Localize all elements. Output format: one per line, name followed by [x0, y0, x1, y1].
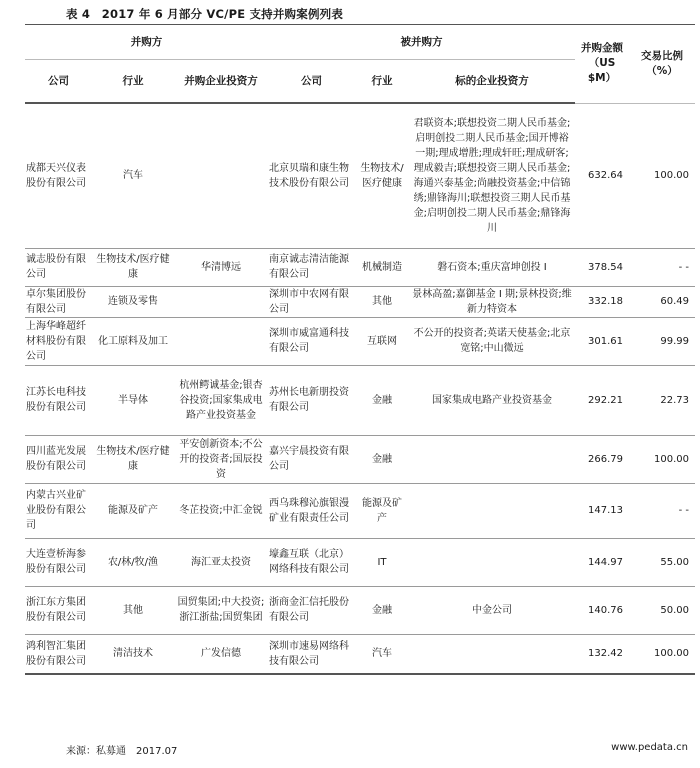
table-row — [25, 435, 695, 483]
header-tgt-investor: 标的企业投资方 — [409, 60, 575, 104]
cell-tgt-investor: 国家集成电路产业投资基金 — [409, 365, 575, 435]
cell-acq-investor — [174, 286, 268, 317]
header-acq-company: 公司 — [25, 60, 92, 104]
cell-tgt-investor: 君联资本;联想投资二期人民币基金;启明创投二期人民币基金;国开博裕一期;理成增胜;理成轩旺;理成研客;理成毅吉;联想投资三期人民币基金;海通兴泰基金;尚融投资基金;中信锦绣;鼎锋海川;联想投资三期人民币基金;启明创投二期人民币基金;鼎锋海川 — [409, 103, 575, 248]
cell-acq-investor: 国贸集团;中大投资;浙江浙盐;国贸集团 — [174, 586, 268, 634]
cell-acq-investor: 平安创新资本;不公开的投资者;国辰投资 — [174, 435, 268, 483]
cell-acq-investor: 杭州鳄诚基金;银杏谷投资;国家集成电路产业投资基金 — [174, 365, 268, 435]
table-row — [25, 538, 695, 586]
header-tgt-company: 公司 — [268, 60, 355, 104]
cell-tgt-investor — [409, 634, 575, 674]
cell-ratio: 22.73 — [629, 365, 695, 435]
table-row — [25, 634, 695, 674]
cell-tgt-industry: 其他 — [355, 286, 409, 317]
cell-amount: 301.61 — [575, 317, 629, 365]
cell-ratio: - - — [629, 248, 695, 286]
cell-amount: 266.79 — [575, 435, 629, 483]
cell-acq-company: 鸿利智汇集团股份有限公司 — [25, 634, 92, 674]
cell-tgt-company: 嘉兴宇晨投资有限公司 — [268, 435, 355, 483]
header-row-group — [25, 25, 695, 60]
cell-acq-company: 四川蓝光发展股份有限公司 — [25, 435, 92, 483]
cell-ratio: 100.00 — [629, 435, 695, 483]
cell-tgt-industry: 机械制造 — [355, 248, 409, 286]
cell-acq-company: 上海华峰超纤材料股份有限公司 — [25, 317, 92, 365]
cell-amount: 144.97 — [575, 538, 629, 586]
table-row — [25, 586, 695, 634]
cell-tgt-investor: 不公开的投资者;英诺天使基金;北京宽铭;中山微远 — [409, 317, 575, 365]
cell-acq-industry: 连锁及零售 — [92, 286, 174, 317]
cell-acq-investor — [174, 103, 268, 248]
cell-acq-investor: 冬芷投资;中汇金锐 — [174, 483, 268, 538]
cell-acq-industry: 农/林/牧/渔 — [92, 538, 174, 586]
website-link[interactable]: www.pedata.cn — [611, 742, 688, 753]
header-target: 被并购方 — [268, 25, 575, 60]
cell-amount: 378.54 — [575, 248, 629, 286]
cell-amount: 132.42 — [575, 634, 629, 674]
cell-amount: 147.13 — [575, 483, 629, 538]
cell-tgt-company: 深圳市威富通科技有限公司 — [268, 317, 355, 365]
cell-acq-company: 浙江东方集团股份有限公司 — [25, 586, 92, 634]
cell-tgt-industry: 金融 — [355, 365, 409, 435]
cell-tgt-industry: 金融 — [355, 586, 409, 634]
table-row — [25, 317, 695, 365]
cell-tgt-industry: 互联网 — [355, 317, 409, 365]
header-acq-industry: 行业 — [92, 60, 174, 104]
cell-acq-company: 诚志股份有限公司 — [25, 248, 92, 286]
cell-ratio: 55.00 — [629, 538, 695, 586]
cell-tgt-industry: 金融 — [355, 435, 409, 483]
header-amount: 并购金额（US $M） — [575, 25, 629, 104]
cell-tgt-industry: 能源及矿产 — [355, 483, 409, 538]
cell-tgt-company: 深圳市中农网有限公司 — [268, 286, 355, 317]
cell-amount: 140.76 — [575, 586, 629, 634]
cell-tgt-industry: IT — [355, 538, 409, 586]
cell-acq-company: 卓尔集团股份有限公司 — [25, 286, 92, 317]
cell-acq-investor: 华清博远 — [174, 248, 268, 286]
cell-amount: 632.64 — [575, 103, 629, 248]
table-row — [25, 103, 695, 248]
cell-acq-investor: 海汇亚太投资 — [174, 538, 268, 586]
cell-acq-company: 江苏长电科技股份有限公司 — [25, 365, 92, 435]
header-ratio: 交易比例（%） — [629, 25, 695, 104]
cell-acq-investor — [174, 317, 268, 365]
cell-acq-industry: 清洁技术 — [92, 634, 174, 674]
cell-acq-industry: 生物技术/医疗健康 — [92, 435, 174, 483]
header-tgt-industry: 行业 — [355, 60, 409, 104]
source-note: 来源：私募通 2017.07 — [66, 746, 178, 757]
cell-tgt-investor — [409, 483, 575, 538]
cell-tgt-company: 苏州长电新朋投资有限公司 — [268, 365, 355, 435]
cell-acq-industry: 其他 — [92, 586, 174, 634]
cell-tgt-industry: 汽车 — [355, 634, 409, 674]
table-row — [25, 248, 695, 286]
table-caption: 表 4 2017 年 6 月部分 VC/PE 支持并购案例列表 — [66, 7, 344, 21]
cell-tgt-investor: 景林高盈;嘉御基金 I 期;景林投资;维新力特资本 — [409, 286, 575, 317]
cell-acq-industry: 汽车 — [92, 103, 174, 248]
cell-acq-company: 内蒙古兴业矿业股份有限公司 — [25, 483, 92, 538]
cell-tgt-investor — [409, 435, 575, 483]
cell-amount: 292.21 — [575, 365, 629, 435]
cell-tgt-company: 南京诚志清洁能源有限公司 — [268, 248, 355, 286]
cell-acq-company: 大连壹桥海参股份有限公司 — [25, 538, 92, 586]
cell-acq-company: 成都天兴仪表股份有限公司 — [25, 103, 92, 248]
header-acquirer: 并购方 — [25, 25, 268, 60]
cell-acq-investor: 广发信德 — [174, 634, 268, 674]
cell-tgt-company: 壕鑫互联（北京）网络科技有限公司 — [268, 538, 355, 586]
cell-amount: 332.18 — [575, 286, 629, 317]
cell-acq-industry: 能源及矿产 — [92, 483, 174, 538]
table-row — [25, 365, 695, 435]
cell-ratio: 100.00 — [629, 103, 695, 248]
table-row — [25, 483, 695, 538]
cell-acq-industry: 化工原料及加工 — [92, 317, 174, 365]
cell-tgt-investor — [409, 538, 575, 586]
cell-ratio: 99.99 — [629, 317, 695, 365]
cell-acq-industry: 半导体 — [92, 365, 174, 435]
cell-tgt-company: 西乌珠穆沁旗银漫矿业有限责任公司 — [268, 483, 355, 538]
cell-tgt-industry: 生物技术/医疗健康 — [355, 103, 409, 248]
cell-tgt-investor: 磐石资本;重庆富坤创投 I — [409, 248, 575, 286]
cell-tgt-company: 北京贝瑞和康生物技术股份有限公司 — [268, 103, 355, 248]
header-acq-investor: 并购企业投资方 — [174, 60, 268, 104]
cell-ratio: - - — [629, 483, 695, 538]
cell-tgt-company: 浙商金汇信托股份有限公司 — [268, 586, 355, 634]
cell-tgt-company: 深圳市速易网络科技有限公司 — [268, 634, 355, 674]
cell-tgt-investor: 中金公司 — [409, 586, 575, 634]
cell-ratio: 50.00 — [629, 586, 695, 634]
cell-ratio: 100.00 — [629, 634, 695, 674]
cell-ratio: 60.49 — [629, 286, 695, 317]
table-row — [25, 286, 695, 317]
cell-acq-industry: 生物技术/医疗健康 — [92, 248, 174, 286]
acquisition-table — [25, 24, 695, 675]
